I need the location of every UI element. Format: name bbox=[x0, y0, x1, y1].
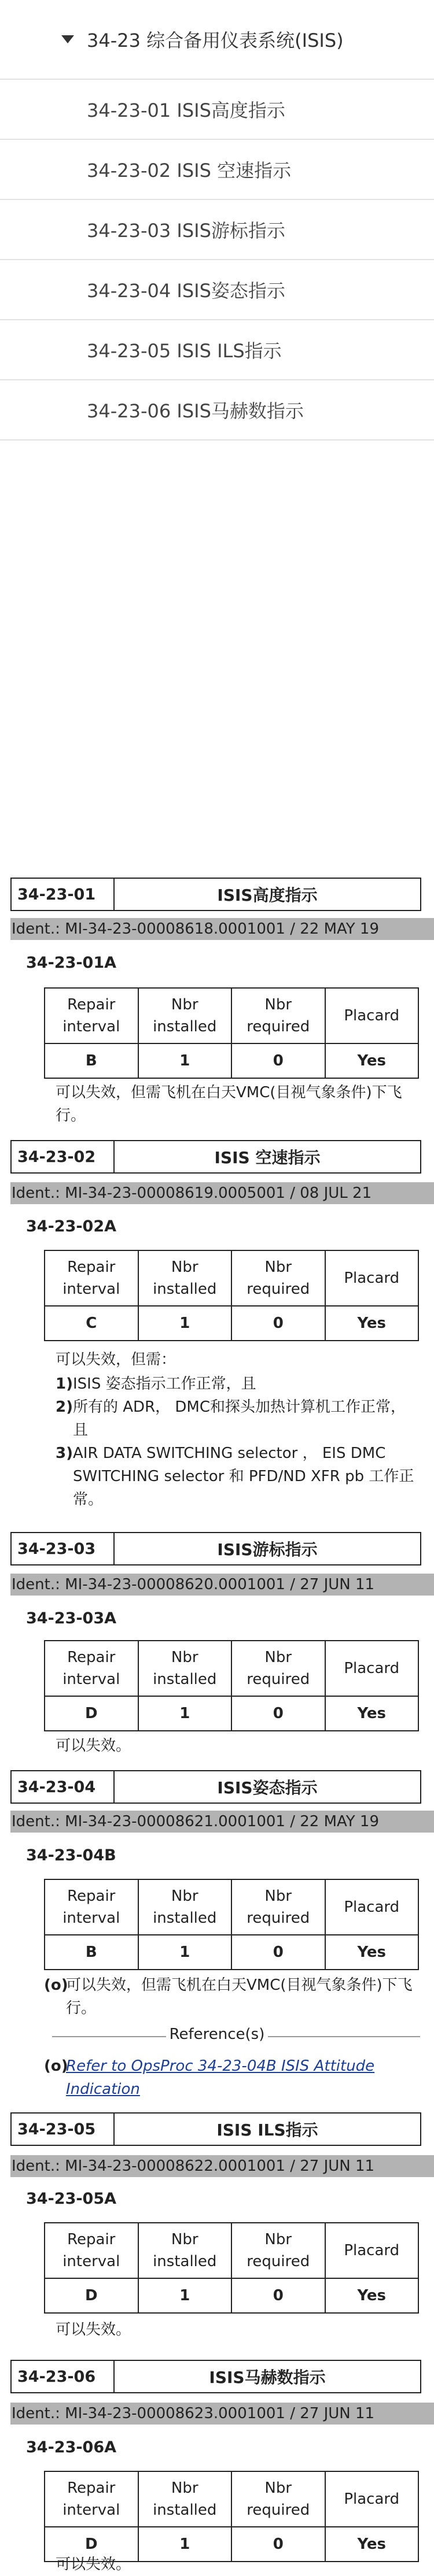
sub-item-code: 34-23-01A bbox=[26, 954, 117, 972]
sub-item-code: 34-23-06A bbox=[26, 2438, 117, 2456]
nav-item-34-23-02[interactable]: 34-23-02 ISIS 空速指示 bbox=[0, 140, 434, 200]
nav-item-34-23-03[interactable]: 34-23-03 ISIS游标指示 bbox=[0, 200, 434, 260]
value-nbr-required: 0 bbox=[231, 1043, 325, 1078]
header-repair-interval: Repair interval bbox=[45, 2223, 138, 2278]
sub-item-code: 34-23-05A bbox=[26, 2190, 117, 2208]
remark-text: 可以失效。 bbox=[56, 1737, 131, 1755]
item-number: 34-23-01 bbox=[12, 879, 115, 910]
item-title: ISIS ILS指示 bbox=[216, 2120, 318, 2140]
value-placard: Yes bbox=[325, 1696, 419, 1731]
item-number: 34-23-04 bbox=[12, 1771, 115, 1803]
value-repair-interval: D bbox=[45, 2527, 138, 2562]
condition-item bbox=[56, 1372, 420, 1396]
header-repair-interval: Repair interval bbox=[45, 1641, 138, 1696]
reference-label: Reference(s) bbox=[166, 2026, 269, 2043]
item-header bbox=[10, 1770, 421, 1804]
item-title: ISIS 空速指示 bbox=[214, 1148, 321, 1167]
dispatch-table bbox=[44, 1640, 419, 1731]
reference-row bbox=[44, 2055, 419, 2101]
condition-number: 3) bbox=[56, 1445, 73, 1462]
nav-section-header[interactable] bbox=[0, 0, 434, 80]
value-nbr-required: 0 bbox=[231, 1935, 325, 1970]
value-nbr-installed: 1 bbox=[138, 2278, 232, 2313]
remark-text: 可以失效，但需： bbox=[56, 1351, 176, 1368]
value-nbr-required: 0 bbox=[231, 1306, 325, 1341]
value-nbr-installed: 1 bbox=[138, 1935, 232, 1970]
header-nbr-required: Nbr required bbox=[231, 1879, 325, 1935]
header-placard: Placard bbox=[325, 1641, 419, 1696]
header-placard: Placard bbox=[325, 1250, 419, 1306]
sub-item-code: 34-23-02A bbox=[26, 1217, 117, 1235]
item-number: 34-23-02 bbox=[12, 1141, 115, 1172]
item-header bbox=[10, 2360, 421, 2393]
header-nbr-required: Nbr required bbox=[231, 2223, 325, 2278]
condition-text: AIR DATA SWITCHING selector ， EIS DMC SWITCHING selector 和 PFD/ND XFR pb 工作正常。 bbox=[73, 1445, 414, 1508]
dispatch-table bbox=[44, 2222, 419, 2314]
header-repair-interval: Repair interval bbox=[45, 2471, 138, 2527]
nav-tree bbox=[0, 0, 434, 441]
value-repair-interval: D bbox=[45, 2278, 138, 2313]
item-number: 34-23-06 bbox=[12, 2361, 115, 2392]
header-nbr-installed: Nbr installed bbox=[138, 1250, 232, 1306]
nav-item-34-23-04[interactable]: 34-23-04 ISIS姿态指示 bbox=[0, 260, 434, 320]
header-nbr-required: Nbr required bbox=[231, 1250, 325, 1306]
value-placard: Yes bbox=[325, 2527, 419, 2562]
reference-link[interactable]: Refer to OpsProc 34-23-04B ISIS Attitude Indication bbox=[66, 2057, 375, 2098]
remark-text: 可以失效，但需飞机在白天VMC(目视气象条件)下飞行。 bbox=[56, 1084, 402, 1124]
header-placard: Placard bbox=[325, 988, 419, 1043]
item-header bbox=[10, 878, 421, 911]
o-marker: (o) bbox=[44, 2057, 68, 2075]
dispatch-table bbox=[44, 2471, 419, 2562]
value-repair-interval: C bbox=[45, 1306, 138, 1341]
value-nbr-required: 0 bbox=[231, 2278, 325, 2313]
ident-bar: Ident.: MI-34-23-00008620.0001001 / 27 JUN 11 bbox=[10, 1574, 434, 1596]
item-header bbox=[10, 1140, 421, 1174]
value-placard: Yes bbox=[325, 1306, 419, 1341]
condition-text: ISIS 姿态指示工作正常，且 bbox=[73, 1375, 256, 1393]
item-header bbox=[10, 2112, 421, 2146]
item-header bbox=[10, 1532, 421, 1565]
value-repair-interval: B bbox=[45, 1043, 138, 1078]
header-nbr-installed: Nbr installed bbox=[138, 2223, 232, 2278]
ident-bar: Ident.: MI-34-23-00008619.0005001 / 08 JUL 21 bbox=[10, 1182, 434, 1204]
item-title: ISIS高度指示 bbox=[217, 886, 318, 905]
header-nbr-installed: Nbr installed bbox=[138, 1641, 232, 1696]
condition-number: 2) bbox=[56, 1398, 73, 1416]
value-placard: Yes bbox=[325, 1935, 419, 1970]
value-nbr-installed: 1 bbox=[138, 2527, 232, 2562]
condition-item bbox=[56, 1442, 420, 1511]
remark-text: 可以失效。 bbox=[56, 2556, 131, 2573]
item-title: ISIS姿态指示 bbox=[217, 1778, 318, 1797]
item-title: ISIS游标指示 bbox=[217, 1540, 318, 1559]
value-nbr-installed: 1 bbox=[138, 1043, 232, 1078]
ident-bar: Ident.: MI-34-23-00008618.0001001 / 22 MAY 19 bbox=[10, 918, 434, 940]
o-marker: (o) bbox=[44, 1977, 68, 1994]
header-repair-interval: Repair interval bbox=[45, 1250, 138, 1306]
ident-bar: Ident.: MI-34-23-00008623.0001001 / 27 JUN 11 bbox=[10, 2403, 434, 2425]
value-nbr-required: 0 bbox=[231, 2527, 325, 2562]
condition-number: 1) bbox=[56, 1375, 73, 1393]
nav-item-34-23-05[interactable]: 34-23-05 ISIS ILS指示 bbox=[0, 320, 434, 380]
item-number: 34-23-05 bbox=[12, 2114, 115, 2145]
header-nbr-required: Nbr required bbox=[231, 988, 325, 1043]
header-placard: Placard bbox=[325, 2223, 419, 2278]
header-placard: Placard bbox=[325, 1879, 419, 1935]
condition-list bbox=[56, 1372, 420, 1511]
header-nbr-required: Nbr required bbox=[231, 1641, 325, 1696]
value-repair-interval: D bbox=[45, 1696, 138, 1731]
value-repair-interval: B bbox=[45, 1935, 138, 1970]
header-nbr-installed: Nbr installed bbox=[138, 1879, 232, 1935]
dispatch-table bbox=[44, 1250, 419, 1341]
dispatch-table bbox=[44, 987, 419, 1079]
dispatch-table bbox=[44, 1879, 419, 1970]
nav-section-label: 34-23 综合备用仪表系统(ISIS) bbox=[87, 29, 344, 51]
value-nbr-installed: 1 bbox=[138, 1696, 232, 1731]
nav-item-34-23-01[interactable]: 34-23-01 ISIS高度指示 bbox=[0, 80, 434, 140]
sub-item-code: 34-23-04B bbox=[26, 1846, 116, 1864]
header-nbr-required: Nbr required bbox=[231, 2471, 325, 2527]
header-nbr-installed: Nbr installed bbox=[138, 2471, 232, 2527]
value-nbr-installed: 1 bbox=[138, 1306, 232, 1341]
ident-bar: Ident.: MI-34-23-00008622.0001001 / 27 JUN 11 bbox=[10, 2155, 434, 2177]
reference-heading bbox=[0, 2026, 434, 2043]
value-placard: Yes bbox=[325, 1043, 419, 1078]
header-repair-interval: Repair interval bbox=[45, 1879, 138, 1935]
value-placard: Yes bbox=[325, 2278, 419, 2313]
condition-item bbox=[56, 1396, 420, 1442]
nav-item-34-23-06[interactable]: 34-23-06 ISIS马赫数指示 bbox=[0, 380, 434, 441]
header-repair-interval: Repair interval bbox=[45, 988, 138, 1043]
sub-item-code: 34-23-03A bbox=[26, 1609, 117, 1627]
caret-down-icon bbox=[61, 35, 74, 43]
remark-text: 可以失效，但需飞机在白天VMC(目视气象条件)下飞行。 bbox=[66, 1977, 413, 2017]
item-title: ISIS马赫数指示 bbox=[209, 2368, 326, 2387]
remark-row bbox=[44, 1974, 419, 2020]
condition-text: 所有的 ADR， DMC和探头加热计算机工作正常，且 bbox=[73, 1398, 406, 1439]
item-number: 34-23-03 bbox=[12, 1533, 115, 1564]
remark-text: 可以失效。 bbox=[56, 2321, 131, 2338]
ident-bar: Ident.: MI-34-23-00008621.0001001 / 22 MAY 19 bbox=[10, 1811, 434, 1833]
header-placard: Placard bbox=[325, 2471, 419, 2527]
header-nbr-installed: Nbr installed bbox=[138, 988, 232, 1043]
value-nbr-required: 0 bbox=[231, 1696, 325, 1731]
